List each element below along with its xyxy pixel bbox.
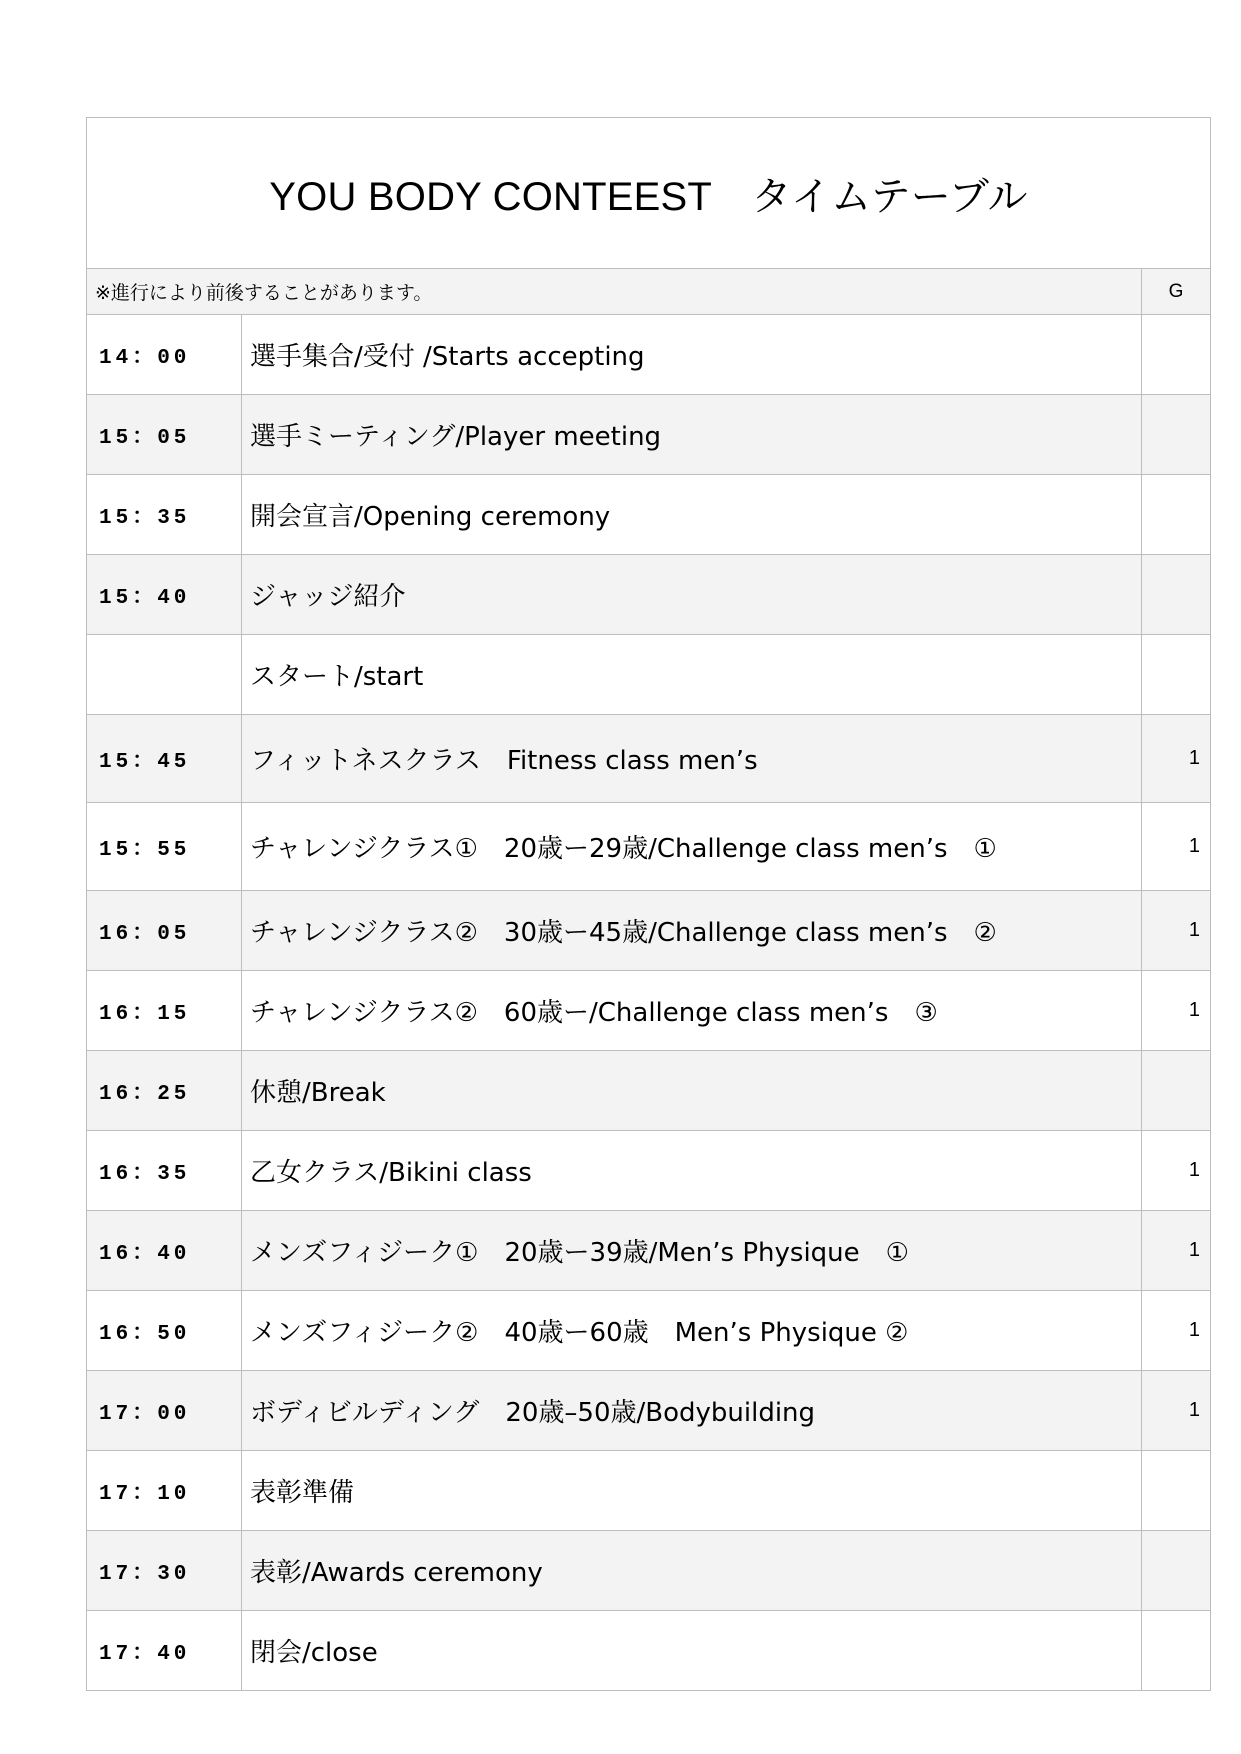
table-row bbox=[87, 1211, 1211, 1291]
group-cell bbox=[1142, 1451, 1211, 1531]
group-cell: 1 bbox=[1142, 1211, 1211, 1291]
time-cell: 16：35 bbox=[87, 1131, 242, 1211]
time-cell: 15：45 bbox=[87, 715, 242, 803]
time-cell: 16：50 bbox=[87, 1291, 242, 1371]
time-cell: 17：30 bbox=[87, 1531, 242, 1611]
table-row bbox=[87, 1451, 1211, 1531]
event-cell: メンズフィジーク① 20歳ー39歳/Men’s Physique ① bbox=[242, 1211, 1142, 1291]
time-cell: 15：05 bbox=[87, 395, 242, 475]
table-row bbox=[87, 395, 1211, 475]
table-row bbox=[87, 555, 1211, 635]
event-cell: チャレンジクラス① 20歳ー29歳/Challenge class men’s ① bbox=[242, 803, 1142, 891]
time-cell: 15：55 bbox=[87, 803, 242, 891]
event-cell: 休憩/Break bbox=[242, 1051, 1142, 1131]
group-cell bbox=[1142, 315, 1211, 395]
group-cell bbox=[1142, 395, 1211, 475]
event-cell: 選手集合/受付 /Starts accepting bbox=[242, 315, 1142, 395]
event-cell: スタート/start bbox=[242, 635, 1142, 715]
event-cell: チャレンジクラス② 30歳ー45歳/Challenge class men’s ② bbox=[242, 891, 1142, 971]
note-row bbox=[87, 269, 1211, 315]
time-cell: 16：05 bbox=[87, 891, 242, 971]
event-cell: 開会宣言/Opening ceremony bbox=[242, 475, 1142, 555]
table-row bbox=[87, 1611, 1211, 1691]
time-cell: 15：35 bbox=[87, 475, 242, 555]
group-column-header: G bbox=[1142, 269, 1211, 315]
table-row bbox=[87, 1291, 1211, 1371]
event-cell: 選手ミーティング/Player meeting bbox=[242, 395, 1142, 475]
time-cell: 17：40 bbox=[87, 1611, 242, 1691]
time-cell: 16：25 bbox=[87, 1051, 242, 1131]
group-cell bbox=[1142, 1611, 1211, 1691]
table-row bbox=[87, 715, 1211, 803]
table-row bbox=[87, 891, 1211, 971]
time-cell: 16：40 bbox=[87, 1211, 242, 1291]
event-cell: 閉会/close bbox=[242, 1611, 1142, 1691]
table-row bbox=[87, 1131, 1211, 1211]
event-cell: メンズフィジーク② 40歳ー60歳 Men’s Physique ② bbox=[242, 1291, 1142, 1371]
group-cell bbox=[1142, 475, 1211, 555]
table-row bbox=[87, 971, 1211, 1051]
group-cell: 1 bbox=[1142, 971, 1211, 1051]
time-cell: 15：40 bbox=[87, 555, 242, 635]
table-row bbox=[87, 803, 1211, 891]
event-cell: ジャッジ紹介 bbox=[242, 555, 1142, 635]
event-cell: 表彰準備 bbox=[242, 1451, 1142, 1531]
event-cell: チャレンジクラス② 60歳ー/Challenge class men’s ③ bbox=[242, 971, 1142, 1051]
title-row bbox=[87, 118, 1211, 269]
table-row bbox=[87, 1051, 1211, 1131]
time-cell bbox=[87, 635, 242, 715]
page-title: YOU BODY CONTEEST タイムテーブル bbox=[87, 118, 1211, 269]
time-cell: 16：15 bbox=[87, 971, 242, 1051]
table-row bbox=[87, 315, 1211, 395]
table-row bbox=[87, 635, 1211, 715]
group-cell: 1 bbox=[1142, 1131, 1211, 1211]
group-cell: 1 bbox=[1142, 1291, 1211, 1371]
group-cell bbox=[1142, 1531, 1211, 1611]
group-cell bbox=[1142, 635, 1211, 715]
timetable bbox=[86, 117, 1211, 1691]
schedule-note: ※進行により前後することがあります。 bbox=[87, 269, 1142, 315]
event-cell: 乙女クラス/Bikini class bbox=[242, 1131, 1142, 1211]
time-cell: 17：10 bbox=[87, 1451, 242, 1531]
event-cell: 表彰/Awards ceremony bbox=[242, 1531, 1142, 1611]
time-cell: 17：00 bbox=[87, 1371, 242, 1451]
group-cell bbox=[1142, 555, 1211, 635]
event-cell: ボディビルディング 20歳–50歳/Bodybuilding bbox=[242, 1371, 1142, 1451]
table-row bbox=[87, 1371, 1211, 1451]
group-cell: 1 bbox=[1142, 891, 1211, 971]
group-cell: 1 bbox=[1142, 715, 1211, 803]
group-cell bbox=[1142, 1051, 1211, 1131]
time-cell: 14：00 bbox=[87, 315, 242, 395]
table-row bbox=[87, 1531, 1211, 1611]
group-cell: 1 bbox=[1142, 1371, 1211, 1451]
event-cell: フィットネスクラス Fitness class men’s bbox=[242, 715, 1142, 803]
group-cell: 1 bbox=[1142, 803, 1211, 891]
table-row bbox=[87, 475, 1211, 555]
